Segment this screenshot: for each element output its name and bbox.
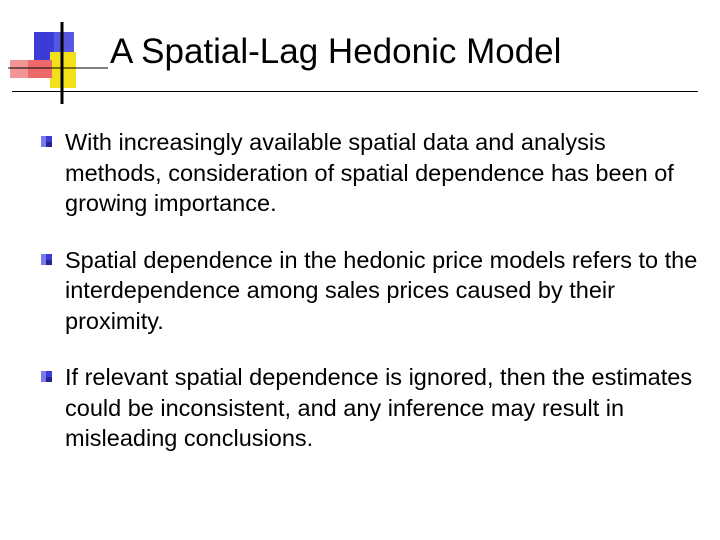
slide-title: A Spatial-Lag Hedonic Model [110, 32, 562, 71]
bullet-item [40, 245, 700, 337]
bullet-list [40, 127, 700, 480]
square-bullet-icon [40, 135, 53, 148]
title-divider [12, 91, 698, 92]
bullet-item [40, 127, 700, 219]
bullet-text: Spatial dependence in the hedonic price models refers to the interdependence among sales prices caused by their proximity. [65, 246, 698, 334]
bullet-text: If relevant spatial dependence is ignored, then the estimates could be inconsistent, and any inference may result in misleading conclusions. [65, 364, 693, 451]
corner-logo-icon [0, 0, 110, 110]
square-bullet-icon [40, 370, 53, 383]
bullet-item [40, 362, 700, 454]
bullet-text: With increasingly available spatial data and analysis methods, consideration of spatial dependence has been of growing importance. [65, 129, 674, 216]
square-bullet-icon [40, 253, 53, 266]
